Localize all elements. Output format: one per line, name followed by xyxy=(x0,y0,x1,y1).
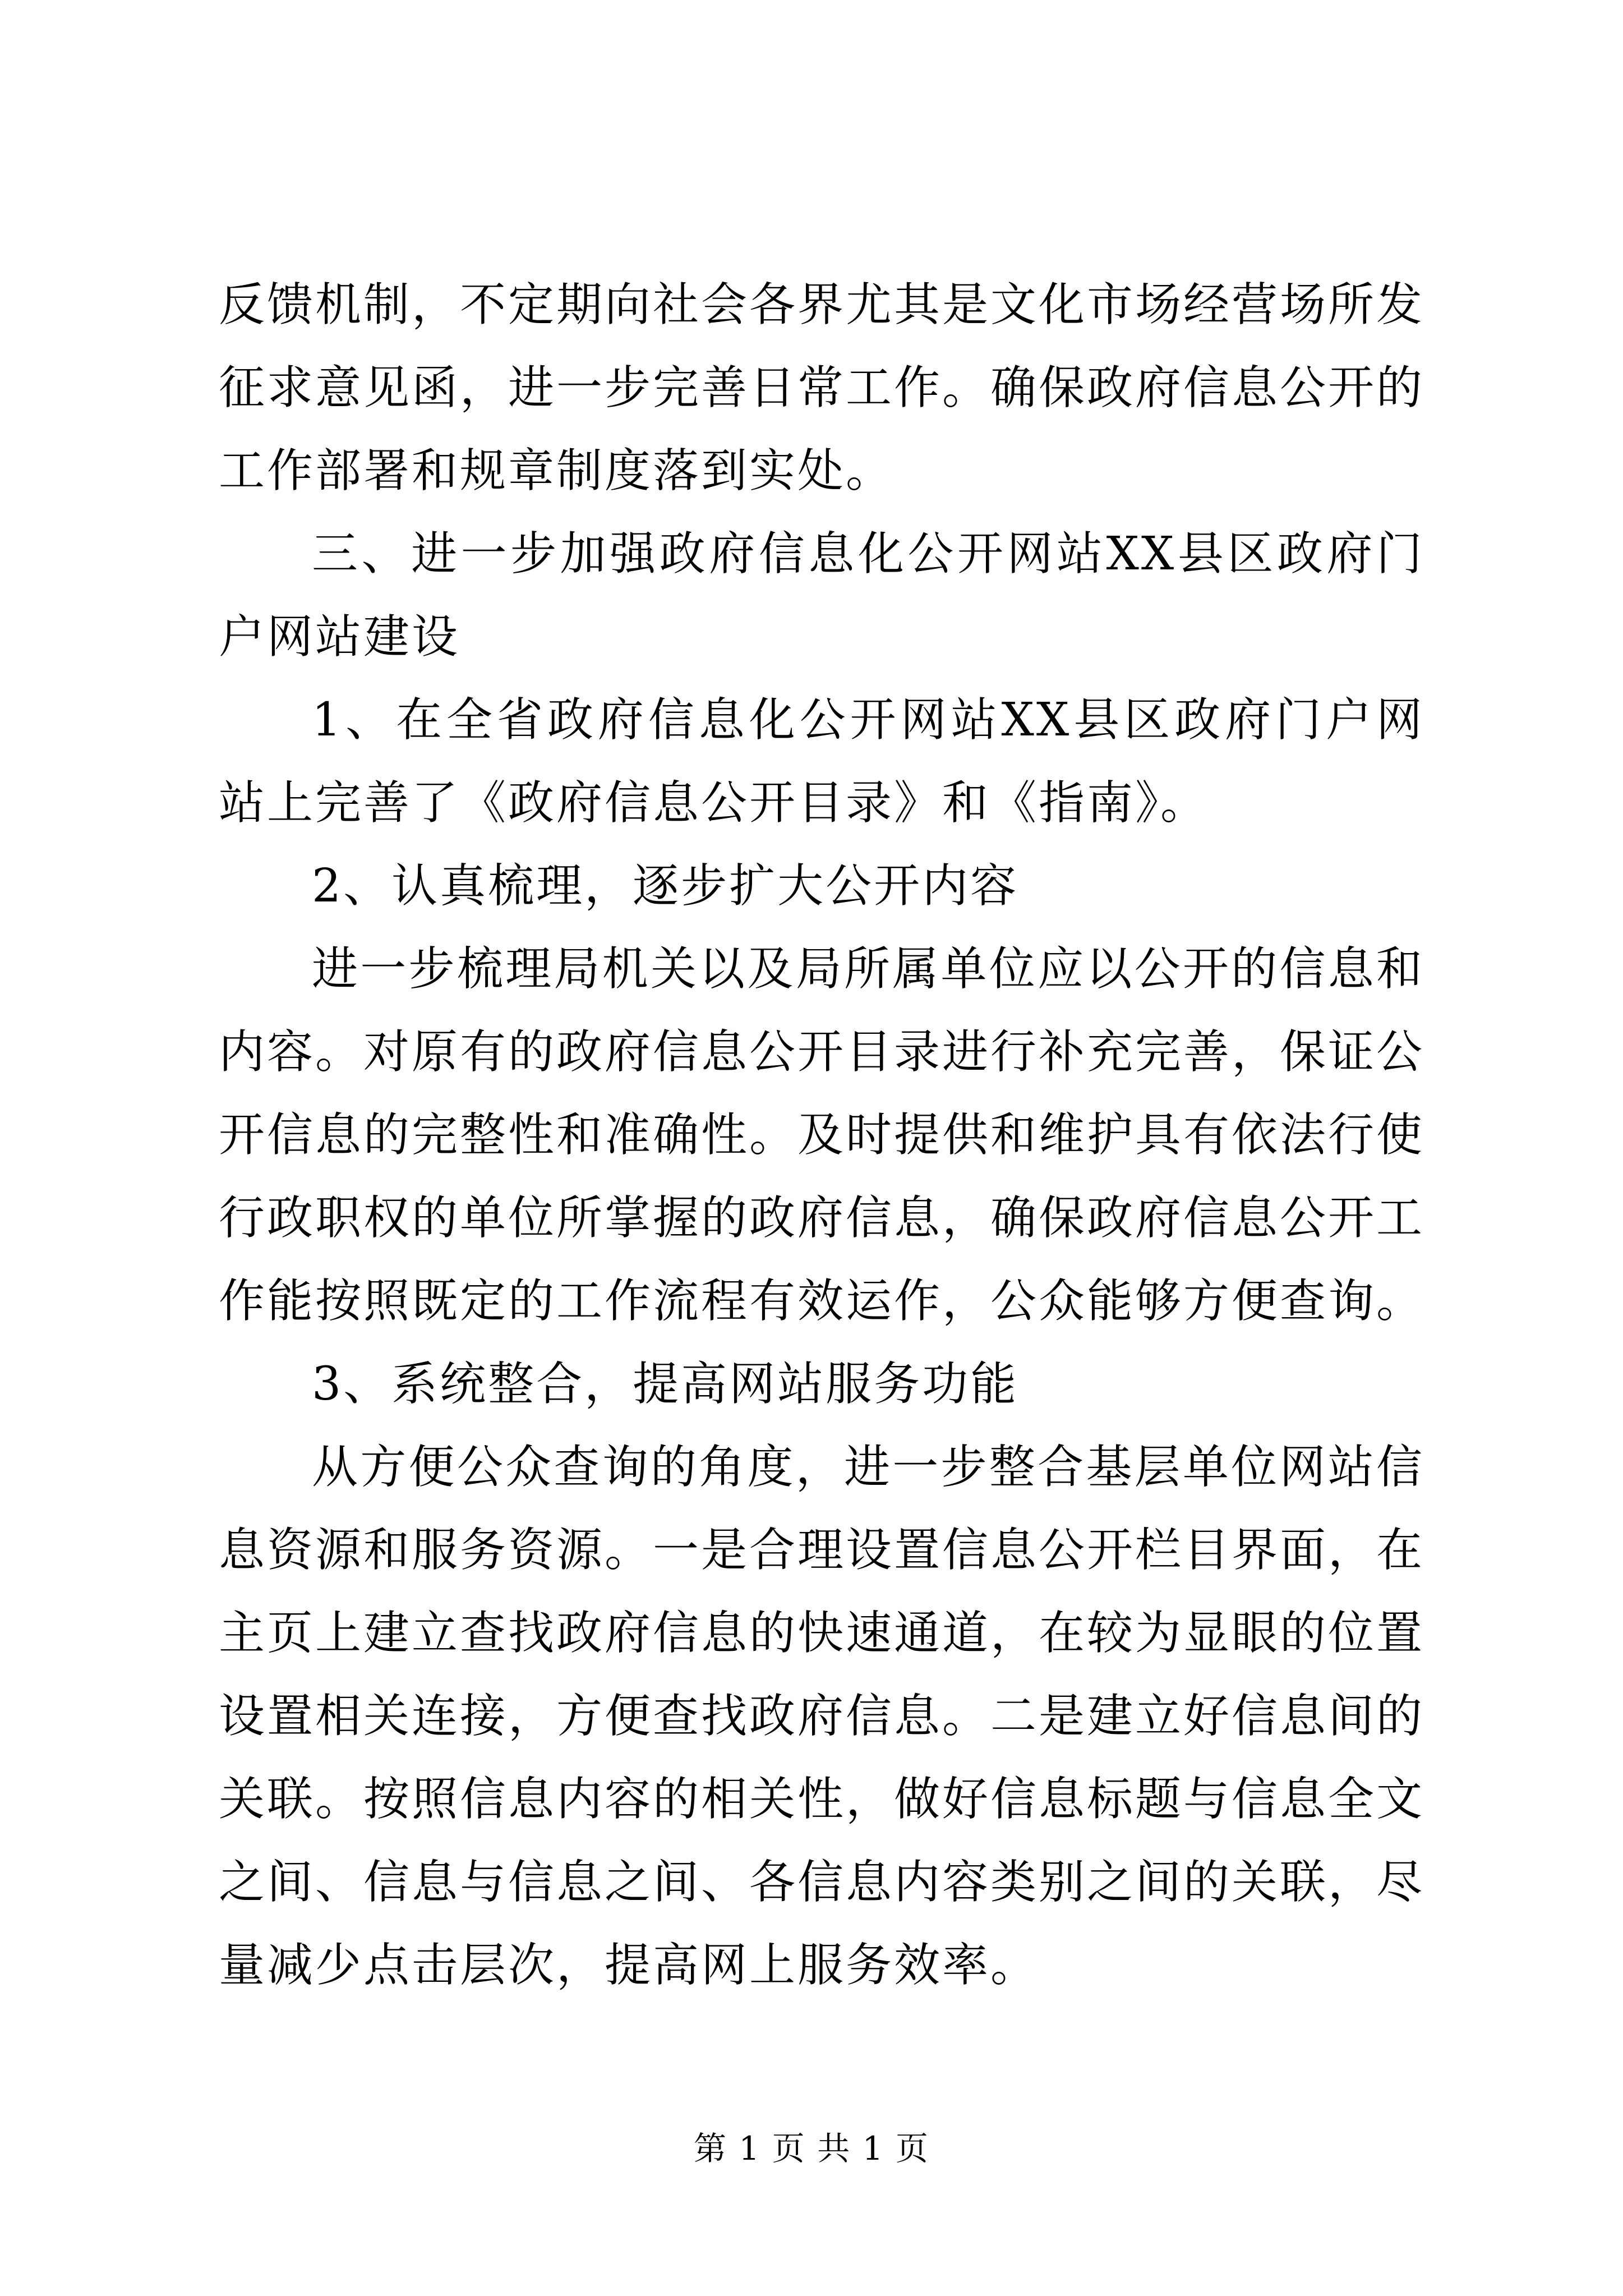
paragraph-continuation: 反馈机制，不定期向社会各界尤其是文化市场经营场所发征求意见函，进一步完善日常工作。确保政府信息公开的工作部署和规章制度落到实处。 xyxy=(219,278,1425,498)
document-body xyxy=(219,264,1424,2007)
page-footer: 第 1 页 共 1 页 xyxy=(694,2129,929,2168)
section-heading-3: 三、进一步加强政府信息化公开网站XX县区政府门户网站建设 xyxy=(219,527,1424,664)
paragraph-item-3-body: 从方便公众查询的角度，进一步整合基层单位网站信息资源和服务资源。一是合理设置信息公开栏目界面，在主页上建立查找政府信息的快速通道，在较为显眼的位置设置相关连接，方便查找政府信息。二是建立好信息间的关联。按照信息内容的相关性，做好信息标题与信息全文之间、信息与信息之间、各信息内容类别之间的关联，尽量减少点击层次，提高网上服务效率。 xyxy=(219,1441,1425,1992)
subsection-heading-3: 3、系统整合，提高网站服务功能 xyxy=(312,1358,1019,1411)
paragraph-item-2-body: 进一步梳理局机关以及局所属单位应以公开的信息和内容。对原有的政府信息公开目录进行补充完善，保证公开信息的完整性和准确性。及时提供和维护具有依法行使行政职权的单位所掌握的政府信息，确保政府信息公开工作能按照既定的工作流程有效运作，公众能够方便查询。 xyxy=(219,942,1425,1328)
subsection-heading-2: 2、认真梳理，逐步扩大公开内容 xyxy=(312,859,1019,913)
subsection-item-1: 1、在全省政府信息化公开网站XX县区政府门户网站上完善了《政府信息公开目录》和《指南》。 xyxy=(219,693,1424,830)
